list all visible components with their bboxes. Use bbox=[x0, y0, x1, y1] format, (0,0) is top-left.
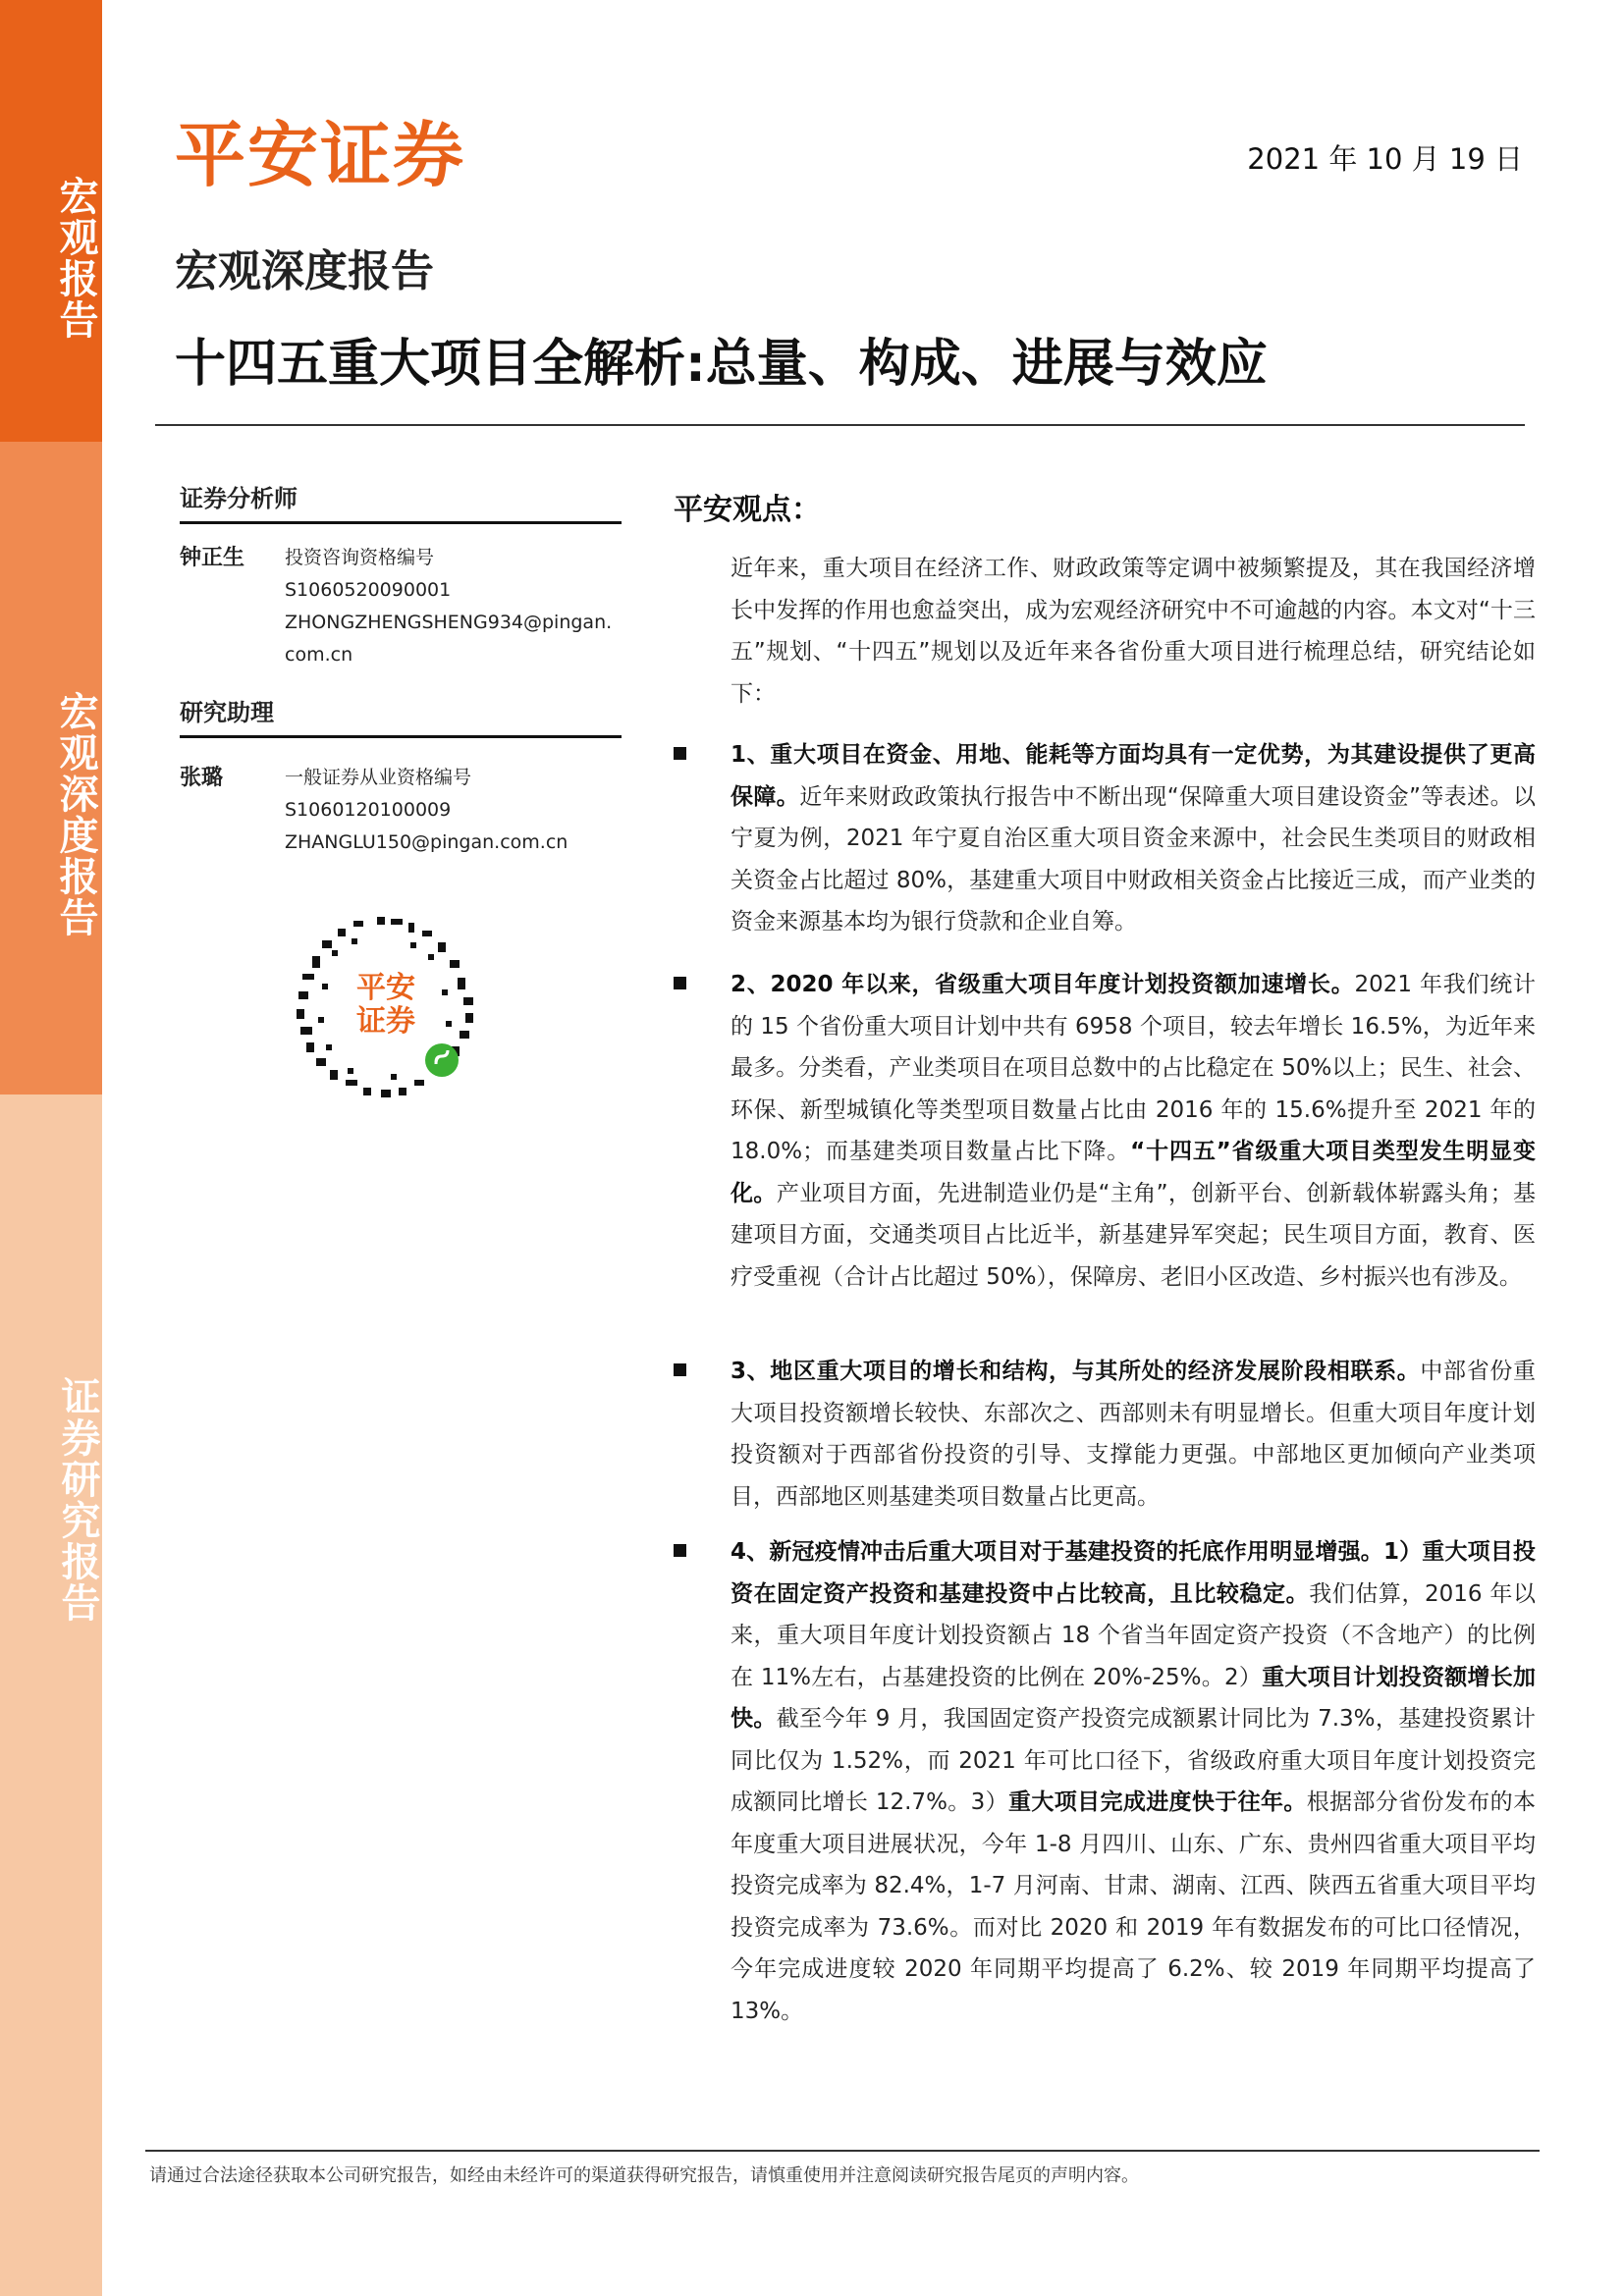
key-point-4-lead-2: 重大项目计划投资额增长加快。 bbox=[731, 1664, 1537, 1732]
footer-divider bbox=[145, 2150, 1540, 2152]
key-point-2-body-2: 产业项目方面，先进制造业仍是“主角”，创新平台、创新载体崭露头角；基建项目方面，交通类项目占比近半，新基建异军突起；民生项目方面，教育、医疗受重视（合计占比超过 50%），保障房、老旧小区改造、乡村振兴也有涉及。 bbox=[731, 1180, 1536, 1290]
assistant-section bbox=[180, 693, 622, 859]
analyst-license-number: S1060520090001 bbox=[285, 579, 452, 601]
key-point-3-text bbox=[731, 1351, 1536, 1518]
bullet-square-icon bbox=[674, 747, 686, 760]
company-logo: 平安证券 bbox=[175, 114, 466, 196]
bullet-square-icon bbox=[674, 977, 686, 989]
report-date: 2021 年 10 月 19 日 bbox=[1247, 142, 1523, 176]
key-point-4-lead-3: 重大项目完成进度快于往年。 bbox=[1008, 1789, 1307, 1815]
key-point-3-lead: 3、地区重大项目的增长和结构，与其所处的经济发展阶段相联系。 bbox=[731, 1359, 1421, 1384]
key-point-1-lead: 1、重大项目在资金、用地、能耗等方面均具有一定优势，为其建设提供了更高保障。 bbox=[731, 742, 1536, 810]
viewpoint-heading: 平安观点： bbox=[674, 493, 821, 527]
assistant-info bbox=[285, 762, 622, 859]
assistant-heading: 研究助理 bbox=[180, 693, 622, 738]
band-label-securities-research: 证券研究报告 bbox=[55, 1376, 100, 1624]
key-point-2-lead-2: “十四五”省级重大项目类型发生明显变化。 bbox=[731, 1139, 1536, 1206]
assistant-name: 张璐 bbox=[180, 766, 224, 790]
key-point-2-lead: 2、2020 年以来，省级重大项目年度计划投资额加速增长。 bbox=[731, 972, 1355, 997]
report-title: 十四五重大项目全解析:总量、构成、进展与效应 bbox=[175, 335, 1268, 394]
key-point-1 bbox=[674, 734, 1536, 943]
key-point-4-text bbox=[731, 1531, 1536, 2032]
analyst-heading: 证券分析师 bbox=[180, 479, 622, 524]
key-point-2-text bbox=[731, 964, 1536, 1298]
qr-logo-line1: 平安 bbox=[356, 971, 415, 1005]
header-divider bbox=[155, 424, 1525, 426]
analyst-section bbox=[180, 479, 622, 671]
qr-logo-line2: 证券 bbox=[356, 1004, 415, 1039]
assistant-license-label: 一般证券从业资格编号 bbox=[285, 767, 472, 788]
analyst-license-label: 投资咨询资格编号 bbox=[285, 547, 435, 568]
assistant-card bbox=[180, 762, 622, 859]
bullet-square-icon bbox=[674, 1363, 686, 1376]
bullet-square-icon bbox=[674, 1544, 686, 1557]
key-point-4-body: 我们估算，2016 年以来，重大项目年度计划投资额占 18 个省当年固定资产投资（不含地产）的比例在 11%左右，占基建投资的比例在 20%-25%。2） bbox=[731, 1580, 1536, 1690]
footer-disclaimer: 请通过合法途径获取本公司研究报告，如经由未经许可的渠道获得研究报告，请慎重使用并注意阅读研究报告尾页的声明内容。 bbox=[149, 2165, 1139, 2186]
key-point-3-body: 中部省份重大项目投资额增长较快、东部次之、西部则未有明显增长。但重大项目年度计划投资额对于西部省份投资的引导、支撑能力更强。中部地区更加倾向产业类项目，西部地区则基建类项目数量占比更高。 bbox=[731, 1359, 1536, 1510]
intro-paragraph: 近年来，重大项目在经济工作、财政政策等定调中被频繁提及，其在我国经济增长中发挥的作用也愈益突出，成为宏观经济研究中不可逾越的内容。本文对“十三五”规划、“十四五”规划以及近年来各省份重大项目进行梳理总结，研究结论如下： bbox=[731, 556, 1536, 707]
key-point-4-body-3: 根据部分省份发布的本年度重大项目进展状况，今年 1-8 月四川、山东、广东、贵州四省重大项目平均投资完成率为 82.4%，1-7 月河南、甘肃、湖南、江西、陕西五省重大项目平均投资完成率为 73.6%。而对比 2020 和 2019 年有数据发布的可比口径情况，今年完成进度较 2020 年同期平均提高了 6.2%、较 2019 年同期平均提高了 13%。 bbox=[731, 1789, 1537, 2024]
mini-program-icon bbox=[425, 1043, 459, 1077]
analyst-name: 钟正生 bbox=[180, 546, 245, 570]
key-point-4 bbox=[674, 1531, 1536, 2032]
key-point-3 bbox=[674, 1351, 1536, 1518]
report-type: 宏观深度报告 bbox=[175, 246, 434, 296]
key-point-2-body: 2021 年我们统计的 15 个省份重大项目计划中共有 6958 个项目，较去年增长 16.5%，为近年来最多。分类看，产业类项目在项目总数中的占比稳定在 50%以上；民生、社会、环保、新型城镇化等类型项目数量占比由 2016 年的 15.6%提升至 2021 年的 18.0%；而基建类项目数量占比下降。 bbox=[731, 972, 1536, 1164]
key-point-1-body: 近年来财政政策执行报告中不断出现“保障重大项目建设资金”等表述。以宁夏为例，2021 年宁夏自治区重大项目资金来源中，社会民生类项目的财政相关资金占比超过 80%，基建重大项目中财政相关资金占比接近三成，而产业类的资金来源基本均为银行贷款和企业自筹。 bbox=[731, 783, 1536, 934]
mini-program-qr-code[interactable] bbox=[293, 915, 479, 1101]
assistant-license-number: S1060120100009 bbox=[285, 799, 452, 821]
key-point-1-text bbox=[731, 734, 1536, 943]
assistant-email[interactable]: ZHANGLU150@pingan.com.cn bbox=[285, 831, 568, 853]
key-point-4-lead: 4、新冠疫情冲击后重大项目对于基建投资的托底作用明显增强。1）重大项目投资在固定资产投资和基建投资中占比较高，且比较稳定。 bbox=[731, 1539, 1536, 1607]
band-label-macro-deep-report: 宏观深度报告 bbox=[53, 691, 98, 938]
analyst-card bbox=[180, 542, 622, 671]
analyst-info bbox=[285, 542, 622, 671]
analyst-email[interactable]: ZHONGZHENGSHENG934@pingan.com.cn bbox=[285, 612, 613, 666]
left-band-bottom bbox=[0, 1095, 102, 2296]
band-label-macro-report: 宏观报告 bbox=[53, 176, 98, 341]
key-point-2 bbox=[674, 964, 1536, 1298]
key-point-4-body-2: 截至今年 9 月，我国固定资产投资完成额累计同比为 7.3%，基建投资累计同比仅为 1.52%，而 2021 年可比口径下，省级政府重大项目年度计划投资完成额同比增长 12.7%。3） bbox=[731, 1706, 1537, 1815]
